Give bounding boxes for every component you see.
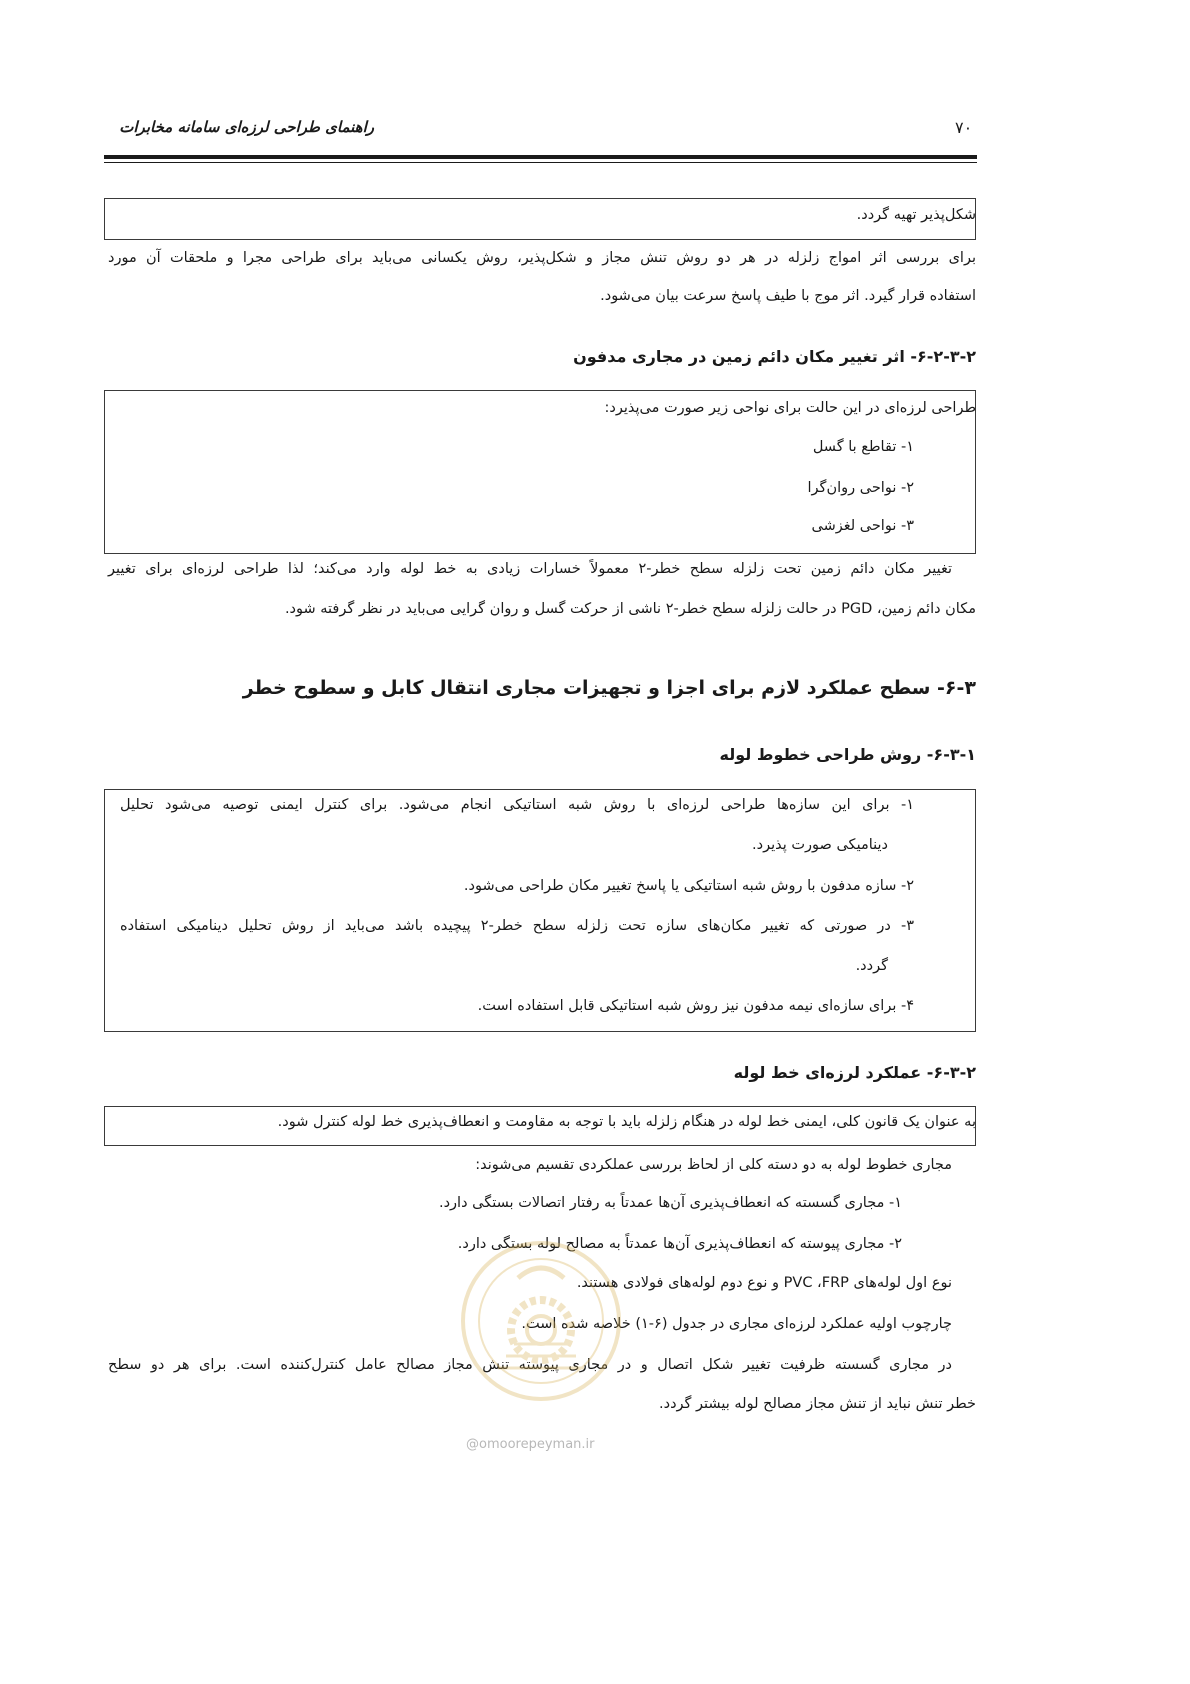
list-item: ۲- مجاری پیوسته که انعطاف‌پذیری آن‌ها عمدتاً به مصالح لوله بستگی دارد. [457,1236,902,1252]
header-rule-thin [104,162,977,163]
list-item: ۱- تقاطع با گسل [812,439,914,455]
paragraph-line: مجاری خطوط لوله به دو دسته کلی از لحاظ بررسی عملکردی تقسیم می‌شوند: [475,1157,952,1173]
boxed-text-line: به عنوان یک قانون کلی، ایمنی خط لوله در هنگام زلزله باید با توجه به مقاومت و انعطاف‌پذیری خط لوله کنترل شود. [277,1114,976,1130]
watermark-url: @omoorepeyman.ir [466,1437,595,1452]
list-item: ۱- مجاری گسسته که انعطاف‌پذیری آن‌ها عمدتاً به رفتار اتصالات بستگی دارد. [438,1195,902,1211]
list-item-continuation: گردد. [855,958,888,974]
paragraph-line: استفاده قرار گیرد. اثر موج با طیف پاسخ سرعت بیان می‌شود. [600,288,976,304]
box-intro-line: طراحی لرزه‌ای در این حالت برای نواحی زیر صورت می‌پذیرد: [604,400,976,416]
watermark-seal-icon [458,1238,624,1404]
paragraph-line: چارچوب اولیه عملکرد لرزه‌ای مجاری در جدول (۶-۱) خلاصه شده است. [521,1316,952,1332]
list-item: ۱- برای این سازه‌ها طراحی لرزه‌ای با روش شبه استاتیکی انجام می‌شود. برای کنترل ایمنی توصیه می‌شود تحلیل [120,797,914,813]
list-item: ۳- در صورتی که تغییر مکان‌های سازه تحت زلزله سطح خطر-۲ پیچیده باشد می‌باید از روش تحلیل دینامیکی استفاده [120,918,914,934]
list-item: ۴- برای سازه‌ای نیمه مدفون نیز روش شبه استاتیکی قابل استفاده است. [477,998,914,1014]
section-heading: ۶-۲-۳-۲- اثر تغییر مکان دائم زمین در مجاری مدفون [573,347,976,366]
header-rule-thick [104,155,977,159]
paragraph-line: در مجاری گسسته ظرفیت تغییر شکل اتصال و در مجاری پیوسته تنش مجاز مصالح عامل کنترل‌کننده است. برای هر دو سطح [108,1357,952,1373]
paragraph-line: مکان دائم زمین، PGD در حالت زلزله سطح خطر-۲ ناشی از حرکت گسل و روان گرایی می‌باید در نظر گرفته شود. [284,601,976,617]
list-item: ۳- نواحی لغزشی [811,518,914,534]
section-heading: ۶-۳-۲- عملکرد لرزه‌ای خط لوله [733,1063,976,1082]
list-item: ۲- نواحی روان‌گرا [807,480,914,496]
section-heading: ۶-۳-۱- روش طراحی خطوط لوله [719,745,976,764]
paragraph-line: تغییر مکان دائم زمین تحت زلزله سطح خطر-۲ معمولاً خسارات زیادی به خط لوله وارد می‌کند؛ لذا طراحی لرزه‌ای برای تغییر [108,561,952,577]
paragraph-line: نوع اول لوله‌های PVC ،FRP و نوع دوم لوله‌های فولادی هستند. [576,1275,952,1291]
paragraph-line: برای بررسی اثر امواج زلزله در هر دو روش تنش مجاز و شکل‌پذیر، روش یکسانی می‌باید برای طراحی مجرا و ملحقات آن مورد [108,250,976,266]
list-item: ۲- سازه مدفون با روش شبه استاتیکی یا پاسخ تغییر مکان طراحی می‌شود. [463,878,914,894]
section-heading: ۶-۳- سطح عملکرد لازم برای اجزا و تجهیزات مجاری انتقال کابل و سطوح خطر [242,677,976,699]
boxed-text [104,198,976,240]
boxed-list [104,789,976,1032]
boxed-text-line: شکل‌پذیر تهیه گردد. [856,207,976,223]
running-header-title: راهنمای طراحی لرزه‌ای سامانه مخابرات [119,118,374,136]
list-item-continuation: دینامیکی صورت پذیرد. [752,837,888,853]
paragraph-line: خطر تنش نباید از تنش مجاز مصالح لوله بیشتر گردد. [659,1396,976,1412]
page-number: ۷۰ [955,118,973,137]
